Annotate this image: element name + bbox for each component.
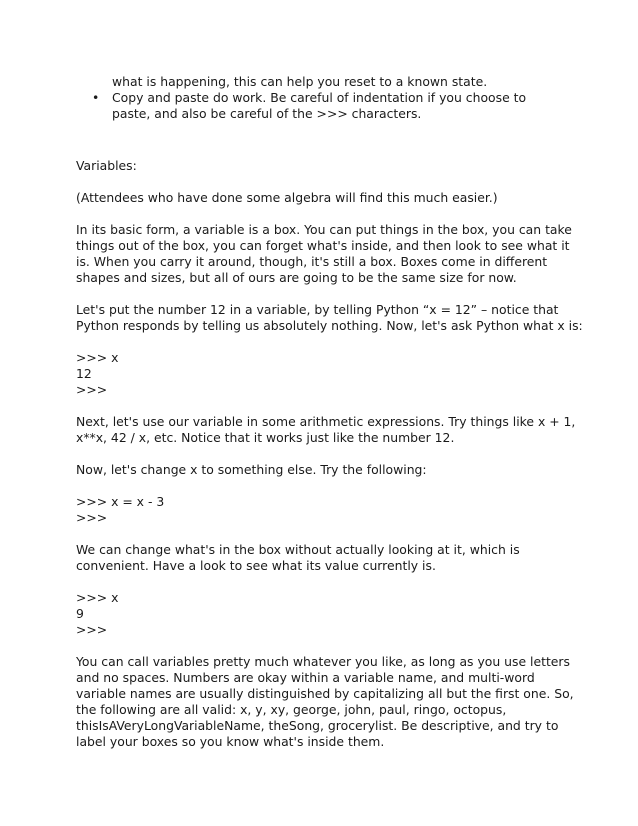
code-line: 9 (76, 606, 84, 621)
text-line: and no spaces. Numbers are okay within a variable name, and multi-word (76, 670, 535, 685)
code-block (76, 350, 576, 398)
paragraph-change: Now, let's change x to something else. Try the following: (76, 462, 427, 477)
code-block (76, 494, 576, 526)
text-line: thisIsAVeryLongVariableName, theSong, grocerylist. Be descriptive, and try to (76, 718, 559, 733)
text-line: x**x, 42 / x, etc. Notice that it works just like the number 12. (76, 430, 455, 445)
code-line: >>> (76, 510, 108, 525)
code-line: >>> x (76, 590, 119, 605)
paragraph-assign (76, 302, 583, 334)
text-line: is. When you carry it around, though, it's still a box. Boxes come in different (76, 254, 548, 269)
paragraph-change-box (76, 542, 576, 574)
text-line: things out of the box, you can forget what's inside, and then look to see what it (76, 238, 570, 253)
code-line: >>> (76, 622, 108, 637)
section-heading: Variables: (76, 158, 137, 173)
bullet-marker: • (92, 90, 100, 105)
code-line: >>> x = x - 3 (76, 494, 165, 509)
code-line: 12 (76, 366, 92, 381)
code-line: >>> x (76, 350, 119, 365)
text-line: the following are all valid: x, y, xy, george, john, paul, ringo, octopus, (76, 702, 507, 717)
note-paragraph: (Attendees who have done some algebra will find this much easier.) (76, 190, 498, 205)
paragraph-arithmetic (76, 414, 576, 446)
text-line: Next, let's use our variable in some arithmetic expressions. Try things like x + 1, (76, 414, 576, 429)
bullet-text-line: paste, and also be careful of the >>> characters. (112, 106, 422, 121)
text-line: You can call variables pretty much whatever you like, as long as you use letters (76, 654, 570, 669)
code-line: >>> (76, 382, 108, 397)
text-line: shapes and sizes, but all of ours are going to be the same size for now. (76, 270, 517, 285)
paragraph-naming (76, 654, 576, 750)
text-line: Let's put the number 12 in a variable, by telling Python “x = 12” – notice that (76, 302, 559, 317)
page-content (76, 74, 583, 750)
text-line: Python responds by telling us absolutely nothing. Now, let's ask Python what x is: (76, 318, 583, 333)
text-line: In its basic form, a variable is a box. You can put things in the box, you can take (76, 222, 572, 237)
bullet-item (76, 90, 576, 106)
text-line: label your boxes so you know what's inside them. (76, 734, 385, 749)
text-line: convenient. Have a look to see what its value currently is. (76, 558, 436, 573)
paragraph-box-analogy (76, 222, 576, 286)
code-block (76, 590, 576, 638)
text-line: We can change what's in the box without actually looking at it, which is (76, 542, 520, 557)
bullet-text-line: Copy and paste do work. Be careful of indentation if you choose to (112, 90, 527, 105)
text-line: variable names are usually distinguished by capitalizing all but the first one. So, (76, 686, 574, 701)
bullet-continuation: what is happening, this can help you reset to a known state. (112, 74, 488, 89)
